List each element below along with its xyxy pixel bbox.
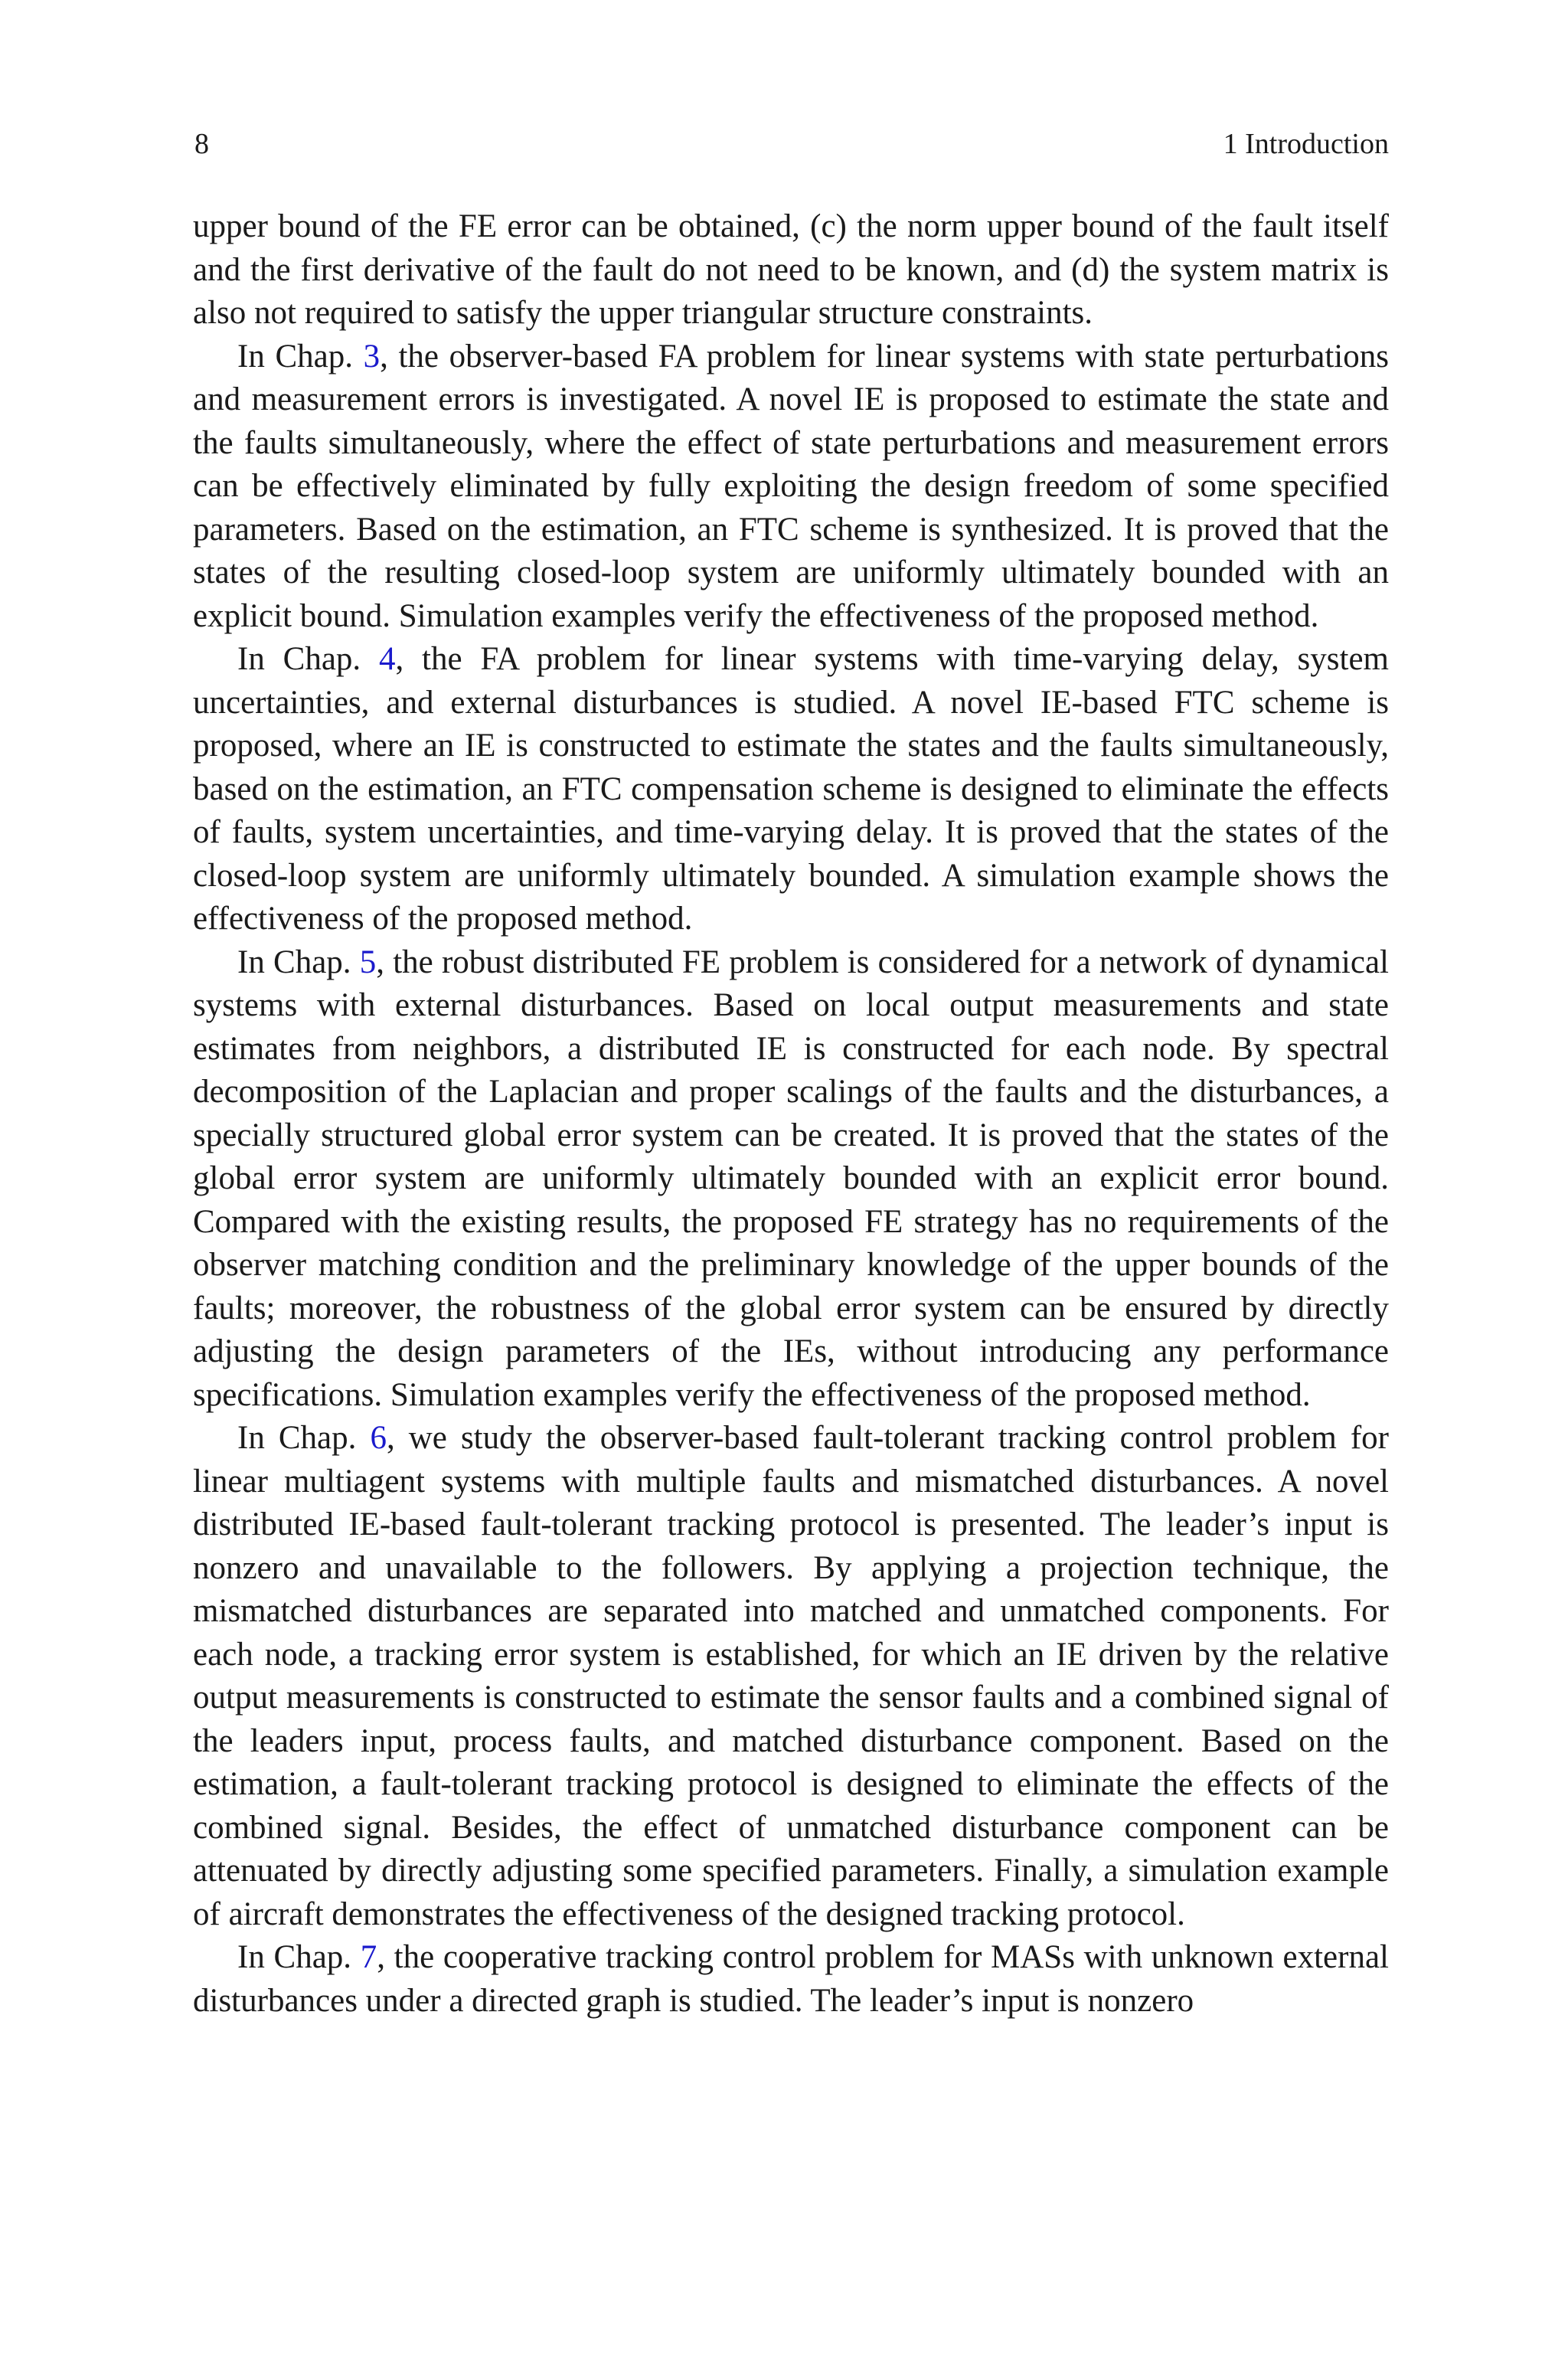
chapter-header: 1 Introduction: [1223, 128, 1389, 160]
paragraph-text: , we study the observer-based fault-tolerant tracking control problem for linear multiagent systems with multiple faults and mismatched disturbances. A novel distributed IE-based fault-tolerant tracking protocol is presented. The leader’s input is nonzero and unavailable to the followers. By applying a projection technique, the mismatched disturbances are separated into matched and unmatched components. For each node, a tracking error system is established, for which an IE driven by the relative output measurements is constructed to estimate the sensor faults and a combined signal of the leaders input, process faults, and matched disturbance component. Based on the estimation, a fault-tolerant tracking protocol is designed to eliminate the effects of the combined signal. Besides, the effect of unmatched disturbance component can be attenuated by directly adjusting some specified parameters. Finally, a simulation example of aircraft demonstrates the effectiveness of the designed tracking protocol.: [193, 1420, 1390, 1932]
paragraph-lead: In Chap.: [237, 641, 379, 677]
page-number: 8: [194, 128, 209, 160]
body-text: [193, 205, 1389, 2023]
chapter-5-link[interactable]: 5: [359, 944, 377, 980]
chapter-4-link[interactable]: 4: [378, 641, 396, 677]
chapter-7-link[interactable]: 7: [360, 1939, 377, 1975]
paragraph-chapter-7: [193, 1936, 1389, 2023]
paragraph-text: , the robust distributed FE problem is considered for a network of dynamical systems with external disturbances. Based on local output measurements and state estimates from neighbors, a distributed IE is constructed for each node. By spectral decomposition of the Laplacian and proper scalings of the faults and the disturbances, a specially structured global error system can be created. It is proved that the states of the global error system are uniformly ultimately bounded with an explicit error bound. Compared with the existing results, the proposed FE strategy has no requirements of the observer matching condition and the preliminary knowledge of the upper bounds of the faults; moreover, the robustness of the global error system can be ensured by directly adjusting the design parameters of the IEs, without introducing any performance specifications. Simulation examples verify the effectiveness of the proposed method.: [193, 944, 1389, 1413]
paragraph-lead: In Chap.: [237, 1939, 361, 1975]
paragraph-text: , the cooperative tracking control problem for MASs with unknown external disturbances under a directed graph is studied. The leader’s input is nonzero: [193, 1939, 1389, 2019]
running-head: [194, 123, 1389, 165]
paragraph-lead: In Chap.: [237, 338, 364, 375]
paragraph-text: , the FA problem for linear systems with time-varying delay, system uncertainties, and external disturbances is studied. A novel IE-based FTC scheme is proposed, where an IE is constructed to estimate the states and the faults simultaneously, based on the estimation, an FTC compensation scheme is designed to eliminate the effects of faults, system uncertainties, and time-varying delay. It is proved that the states of the closed-loop system are uniformly ultimately bounded. A simulation example shows the effectiveness of the proposed method.: [193, 641, 1389, 937]
paragraph-continuation: [193, 205, 1389, 335]
paragraph-chapter-6: [193, 1417, 1389, 1936]
paragraph-text: upper bound of the FE error can be obtained, (c) the norm upper bound of the fault itself and the first derivative of the fault do not need to be known, and (d) the system matrix is also not required to satisfy the upper triangular structure constraints.: [193, 208, 1389, 331]
paragraph-lead: In Chap.: [237, 1420, 371, 1456]
paragraph-chapter-5: [193, 941, 1389, 1418]
paragraph-text: , the observer-based FA problem for linear systems with state perturbations and measurement errors is investigated. A novel IE is proposed to estimate the state and the faults simultaneously, where the effect of state perturbations and measurement errors can be effectively eliminated by fully exploiting the design freedom of some specified parameters. Based on the estimation, an FTC scheme is synthesized. It is proved that the states of the resulting closed-loop system are uniformly ultimately bounded with an explicit bound. Simulation examples verify the effectiveness of the proposed method.: [193, 338, 1389, 634]
chapter-3-link[interactable]: 3: [363, 338, 381, 375]
paragraph-chapter-3: [193, 335, 1389, 639]
chapter-6-link[interactable]: 6: [370, 1420, 387, 1456]
paragraph-lead: In Chap.: [237, 944, 360, 980]
paragraph-chapter-4: [193, 638, 1389, 941]
